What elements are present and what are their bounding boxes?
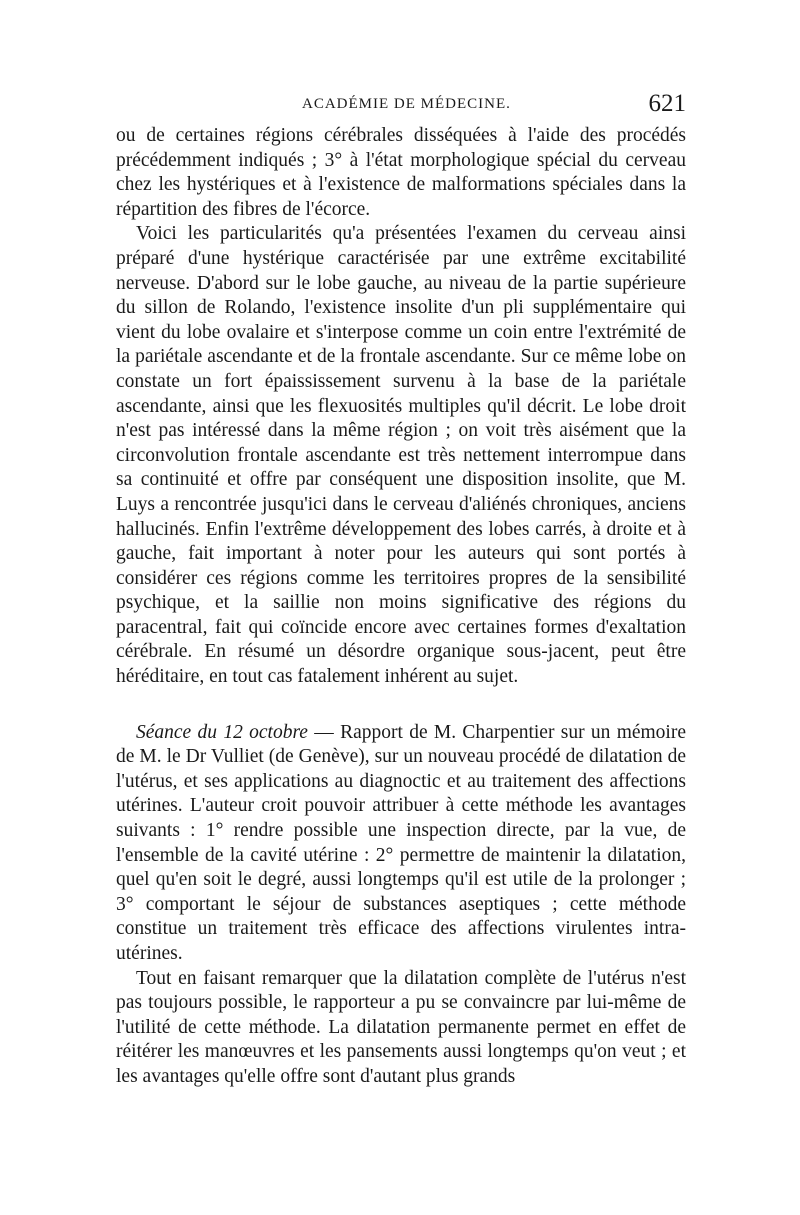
body-text	[116, 124, 686, 1090]
paragraph-continuation: ou de certaines régions cérébrales disséquées à l'aide des procédés précédemment indiqués ; 3° à l'état morphologique spécial du cerveau chez les hystériques et à l'existence de malformations spéciales dans la répartition des fibres de l'écorce.	[116, 125, 686, 220]
seance-report-text: — Rapport de M. Charpentier sur un mémoire de M. le Dr Vulliet (de Genève), sur un nouveau procédé de dilatation de l'utérus, et ses applications au diagnoctic et au traitement des affections utérines. L'auteur croit pouvoir attribuer à cette méthode les avantages suivants : 1° rendre possible une inspection directe, par la vue, de l'ensemble de la cavité utérine : 2° permettre de maintenir la dilatation, quel qu'en soit le degré, aussi longtemps qu'il est utile de la prolonger ; 3° comportant le séjour de substances aseptiques ; cette méthode constitue un traitement très efficace des affections virulentes intra-utérines.	[116, 721, 687, 964]
paragraph-dilatation-remarks: Tout en faisant remarquer que la dilatation complète de l'utérus n'est pas toujours possible, le rapporteur a pu se convaincre par lui-même de l'utilité de cette méthode. La dilatation permanente permet en effet de réitérer les manœuvres et les pansements aussi longtemps qu'on veut ; et les avantages qu'elle offre sont d'autant plus grands	[116, 967, 686, 1087]
running-title: ACADÉMIE DE MÉDECINE.	[302, 96, 511, 112]
seance-date-label: Séance du 12 octobre	[136, 721, 308, 743]
paragraph-brain-examination: Voici les particularités qu'a présentées l'examen du cerveau ainsi préparé d'une hystérique caractérisée par une extrême excitabilité nerveuse. D'abord sur le lobe gauche, au niveau de la partie supérieure du sillon de Rolando, l'existence insolite d'un pli supplémentaire qui vient du lobe ovalaire et s'interpose comme un coin entre l'extrémité de la pariétale ascendante et de la frontale ascendante. Sur ce même lobe on constate un fort épaississement survenu à la base de la pariétale ascendante, ainsi que les flexuosités multiples qu'il décrit. Le lobe droit n'est pas intéressé dans la même région ; on voit très aisément que la circonvolution frontale ascendante est très nettement interrompue dans sa continuité et offre par conséquent une disposition insolite, que M. Luys a rencontrée jusqu'ici dans le cerveau d'aliénés chroniques, anciens hallucinés. Enfin l'extrême développement des lobes carrés, à droite et à gauche, fait important à noter pour les auteurs qui sont portés à considérer ces régions comme les territoires propres de la sensibilité psychique, et la saillie non moins significative des régions du paracentral, fait qui coïncide encore avec certaines formes d'exaltation cérébrale. En résumé un désordre organique sous-jacent, peut être héréditaire, en tout cas fatalement inhérent au sujet.	[116, 223, 686, 688]
page-header	[116, 90, 686, 126]
paragraph-seance	[116, 721, 686, 967]
page-number: 621	[648, 90, 686, 117]
